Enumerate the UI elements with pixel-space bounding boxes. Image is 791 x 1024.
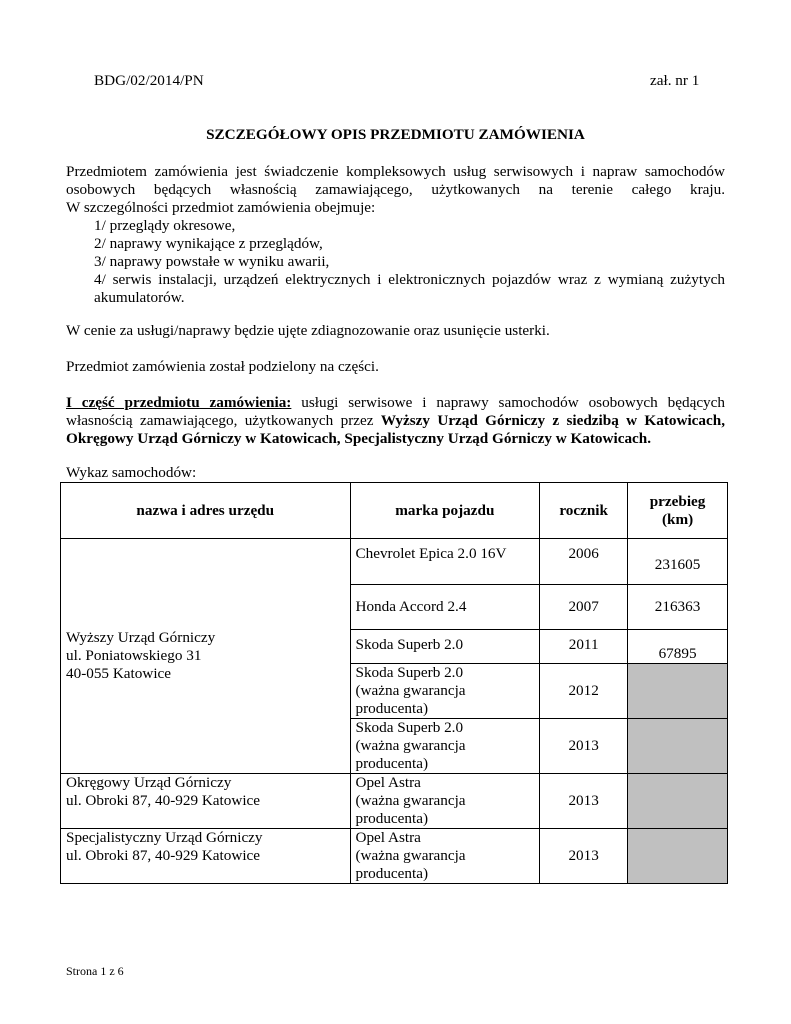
mileage-shaded xyxy=(628,829,728,884)
intro-line-3: W szczególności przedmiot zamówienia obejmuje: xyxy=(66,199,376,216)
vehicle-make-cell xyxy=(350,829,540,884)
vehicle-year: 2013 xyxy=(540,829,628,884)
part1-text-1: usługi serwisowe i naprawy samochodów osobowych będących xyxy=(291,394,725,411)
table-row xyxy=(61,774,728,829)
office-name: Wyższy Urząd Górniczy xyxy=(66,629,216,646)
mileage-shaded xyxy=(628,664,728,719)
list-item: 2/ naprawy wynikające z przeglądów, xyxy=(94,235,323,252)
header-mileage xyxy=(628,483,728,539)
vehicle-mileage: 67895 xyxy=(628,630,728,664)
vehicles-label: Wykaz samochodów: xyxy=(66,464,197,481)
warranty-note: producenta) xyxy=(355,810,429,827)
division-note: Przedmiot zamówienia został podzielony na części. xyxy=(66,358,379,375)
vehicle-mileage: 231605 xyxy=(628,539,728,585)
part1-bold-2: Wyższy Urząd Górniczy z siedzibą w Katowicach, xyxy=(380,412,725,429)
header-office: nazwa i adres urzędu xyxy=(61,483,351,539)
list-item: 3/ naprawy powstałe w wyniku awarii, xyxy=(94,253,330,270)
intro-line-1: Przedmiotem zamówienia jest świadczenie kompleksowych usług serwisowych i napraw samochodów xyxy=(66,163,725,180)
part1-label: I część przedmiotu zamówienia: xyxy=(66,394,292,411)
header-year: rocznik xyxy=(540,483,628,539)
warranty-note: (ważna gwarancja xyxy=(355,847,466,864)
vehicle-year: 2011 xyxy=(540,630,628,664)
part1-bold-3: Okręgowy Urząd Górniczy w Katowicach, Specjalistyczny Urząd Górniczy w Katowicach. xyxy=(66,430,652,447)
header-make: marka pojazdu xyxy=(350,483,540,539)
office-address: ul. Obroki 87, 40-929 Katowice xyxy=(66,792,261,809)
office-address: 40-055 Katowice xyxy=(66,665,172,682)
warranty-note: (ważna gwarancja xyxy=(355,792,466,809)
vehicle-year: 2012 xyxy=(540,664,628,719)
warranty-note: producenta) xyxy=(355,700,429,717)
header-mileage-2: (km) xyxy=(661,510,694,528)
vehicle-table xyxy=(60,482,728,884)
office-name: Specjalistyczny Urząd Górniczy xyxy=(66,829,263,846)
attachment-number: zał. nr 1 xyxy=(650,72,700,89)
part1-line-1 xyxy=(66,394,725,412)
vehicle-make: Skoda Superb 2.0 xyxy=(355,664,464,681)
vehicle-year: 2013 xyxy=(540,719,628,774)
warranty-note: (ważna gwarancja xyxy=(355,737,466,754)
header-mileage-1: przebieg xyxy=(649,492,706,510)
list-item: 1/ przeglądy okresowe, xyxy=(94,217,236,234)
vehicle-year: 2006 xyxy=(540,539,628,585)
warranty-note: (ważna gwarancja xyxy=(355,682,466,699)
part1-line-2 xyxy=(66,412,725,430)
office-cell xyxy=(61,774,351,829)
table-row xyxy=(61,539,728,585)
mileage-shaded xyxy=(628,719,728,774)
office-cell xyxy=(61,829,351,884)
vehicle-make: Chevrolet Epica 2.0 16V xyxy=(350,539,540,585)
list-item: 4/ serwis instalacji, urządzeń elektrycznych i elektronicznych pojazdów wraz z wymianą zużytych xyxy=(94,271,725,288)
vehicle-make-cell xyxy=(350,719,540,774)
vehicle-make: Skoda Superb 2.0 xyxy=(355,719,464,736)
office-name: Okręgowy Urząd Górniczy xyxy=(66,774,232,791)
price-note: W cenie za usługi/naprawy będzie ujęte zdiagnozowanie oraz usunięcie usterki. xyxy=(66,322,550,339)
vehicle-mileage: 216363 xyxy=(628,585,728,630)
vehicle-year: 2013 xyxy=(540,774,628,829)
table-header-row xyxy=(61,483,728,539)
vehicle-make: Skoda Superb 2.0 xyxy=(350,630,540,664)
vehicle-make-cell xyxy=(350,664,540,719)
page-title: SZCZEGÓŁOWY OPIS PRZEDMIOTU ZAMÓWIENIA xyxy=(206,126,585,143)
vehicle-year: 2007 xyxy=(540,585,628,630)
office-cell xyxy=(61,539,351,774)
document-reference: BDG/02/2014/PN xyxy=(94,72,204,89)
vehicle-make: Opel Astra xyxy=(355,774,421,791)
warranty-note: producenta) xyxy=(355,755,429,772)
list-item: akumulatorów. xyxy=(94,289,185,306)
office-address: ul. Poniatowskiego 31 xyxy=(66,647,202,664)
part1-text-2: własnością zamawiającego, użytkowanych przez xyxy=(66,412,381,429)
vehicle-make-cell xyxy=(350,774,540,829)
vehicle-make: Honda Accord 2.4 xyxy=(350,585,540,630)
intro-line-2: osobowych będących własnością zamawiającego, użytkowanych na terenie całego kraju. xyxy=(66,181,725,198)
table-row xyxy=(61,829,728,884)
page-number: Strona 1 z 6 xyxy=(66,964,124,978)
warranty-note: producenta) xyxy=(355,865,429,882)
vehicle-make: Opel Astra xyxy=(355,829,421,846)
mileage-shaded xyxy=(628,774,728,829)
office-address: ul. Obroki 87, 40-929 Katowice xyxy=(66,847,261,864)
